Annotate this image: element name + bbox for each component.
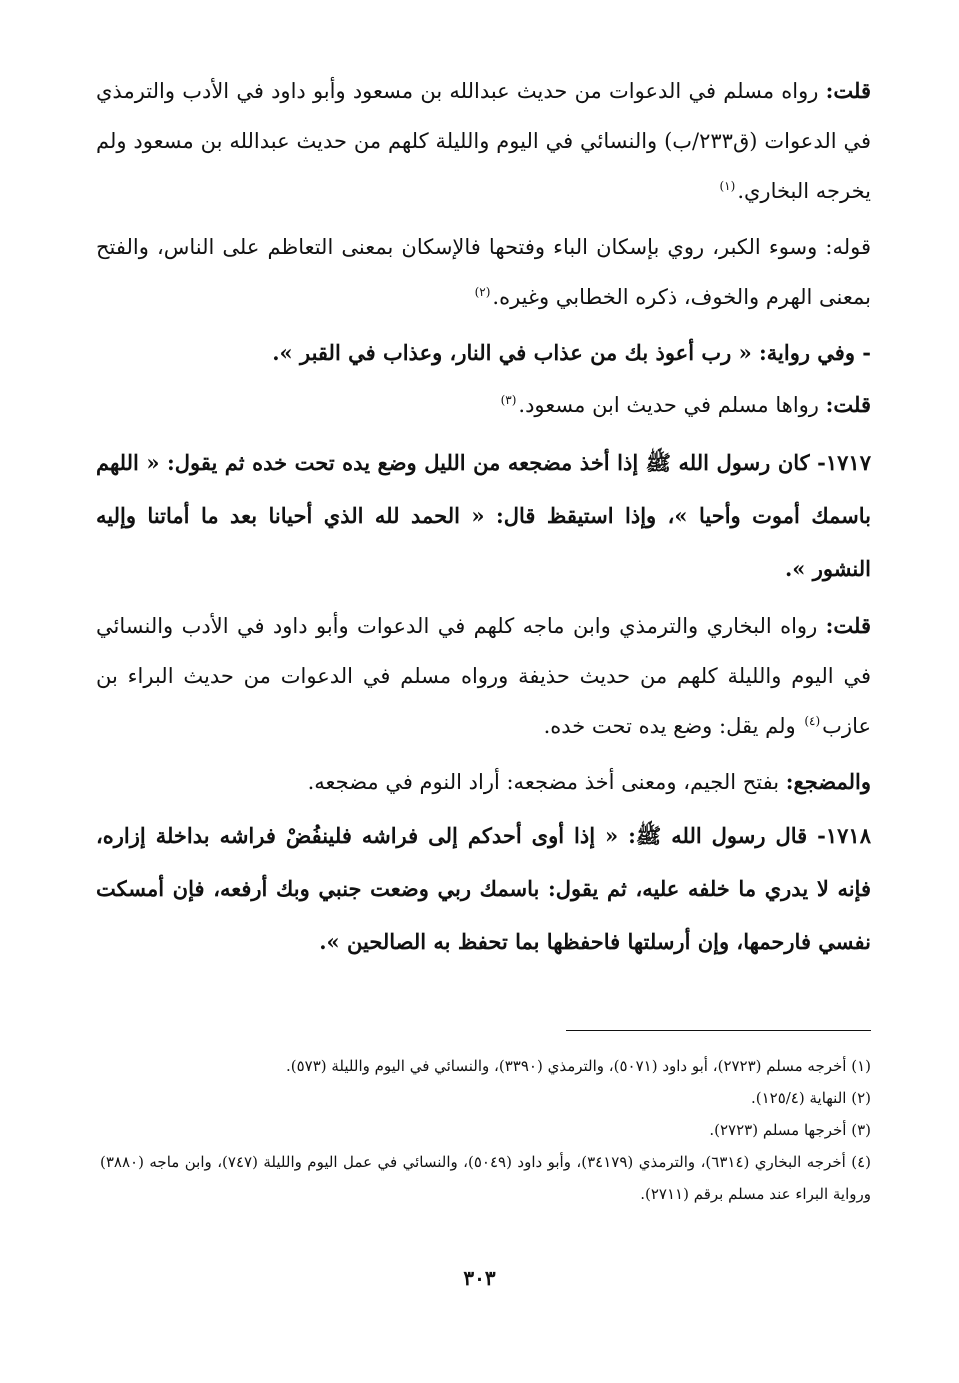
footnote-ref-2: (٢) (474, 285, 491, 299)
paragraph-text: بفتح الجيم، ومعنى أخذ مضجعه: أراد النوم في مضجعه. (307, 770, 786, 794)
footnote-ref-3: (٣) (500, 393, 517, 407)
footnote-4: (٤) أخرجه البخاري (٦٣١٤)، والترمذي (٣٤١٧٩)، وأبو داود (٥٠٤٩)، والنسائي في عمل اليوم والليلة (٧٤٧)، وابن ماجه (٣٨٨٠) ورواية البراء عند مسلم برقم (٢٧١١). (100, 1153, 872, 1203)
paragraph-qult-1 (96, 66, 871, 216)
paragraph-text: رواها مسلم في حديث ابن مسعود. (518, 393, 826, 417)
paragraph-lead: والمضجع: (785, 769, 871, 794)
paragraph-qawluhu (96, 222, 871, 322)
page-number: ٣٠٣ (463, 1266, 496, 1290)
paragraph-text: - وفي رواية: « رب أعوذ بك من عذاب في النار، وعذاب في القبر ». (272, 340, 871, 365)
paragraph-lead: قلت: (825, 613, 871, 638)
paragraph-madja (96, 757, 871, 807)
paragraph-lead: قلت: (825, 392, 871, 417)
main-text (96, 66, 871, 974)
paragraph-qult-2 (96, 380, 871, 430)
footnote-2: (٢) النهاية (١٢٥/٤). (750, 1089, 871, 1107)
footnote-1: (١) أخرجه مسلم (٢٧٢٣)، أبو داود (٥٠٧١)، والترمذي (٣٣٩٠)، والنسائي في اليوم والليلة (٥٧٣). (285, 1057, 871, 1075)
footnotes (100, 1050, 871, 1210)
footnote-3: (٣) أخرجها مسلم (٢٧٢٣). (709, 1121, 871, 1139)
paragraph-riwaya (96, 328, 871, 378)
paragraph-text: رواه مسلم في الدعوات من حديث عبدالله بن مسعود وأبو داود في الأدب والترمذي في الدعوات (ق٢٣٣/ب) والنسائي في اليوم والليلة كلهم من حديث عبدالله بن مسعود ولم يخرجه البخاري. (96, 79, 872, 203)
paragraph-tail: ولم يقل: وضع يده تحت خده. (543, 714, 803, 738)
paragraph-qult-3 (96, 601, 871, 751)
paragraph-text: قوله: وسوء الكبر، روي بإسكان الباء وفتحها فالإسكان بمعنى التعاظم على الناس، والفتح بمعنى الهرم والخوف، ذكره الخطابي وغيره. (96, 235, 871, 309)
hadith-text: ١٧١٨- قال رسول الله ﷺ: « إذا أوى أحدكم إلى فراشه فلينفُضْ فراشه بداخلة إزاره، فإنه لا يدري ما خلفه عليه، ثم يقول: باسمك ربي وضعت جنبي وبك أرفعه، فإن أمسكت نفسي فارحمها، وإن أرسلتها فاحفظها بما تحفظ به الصالحين ». (96, 823, 871, 954)
footnote-separator (566, 1030, 871, 1031)
hadith-text: ١٧١٧- كان رسول الله ﷺ إذا أخذ مضجعه من الليل وضع يده تحت خده ثم يقول: « اللهم باسمك أموت وأحيا »، وإذا استيقظ قال: « الحمد لله الذي أحيانا بعد ما أماتنا وإليه النشور ». (96, 450, 871, 581)
paragraph-lead: قلت: (825, 78, 871, 103)
footnote-ref-1: (١) (719, 179, 736, 193)
paragraph-text: رواه البخاري والترمذي وابن ماجه كلهم في الدعوات وأبو داود في الأدب والنسائي في اليوم والليلة كلهم من حديث حذيفة ورواه مسلم في الدعوات من حديث البراء بن عازب (96, 614, 871, 738)
hadith-1718 (96, 809, 871, 968)
footnote-ref-4: (٤) (804, 714, 821, 728)
hadith-1717 (96, 436, 871, 595)
